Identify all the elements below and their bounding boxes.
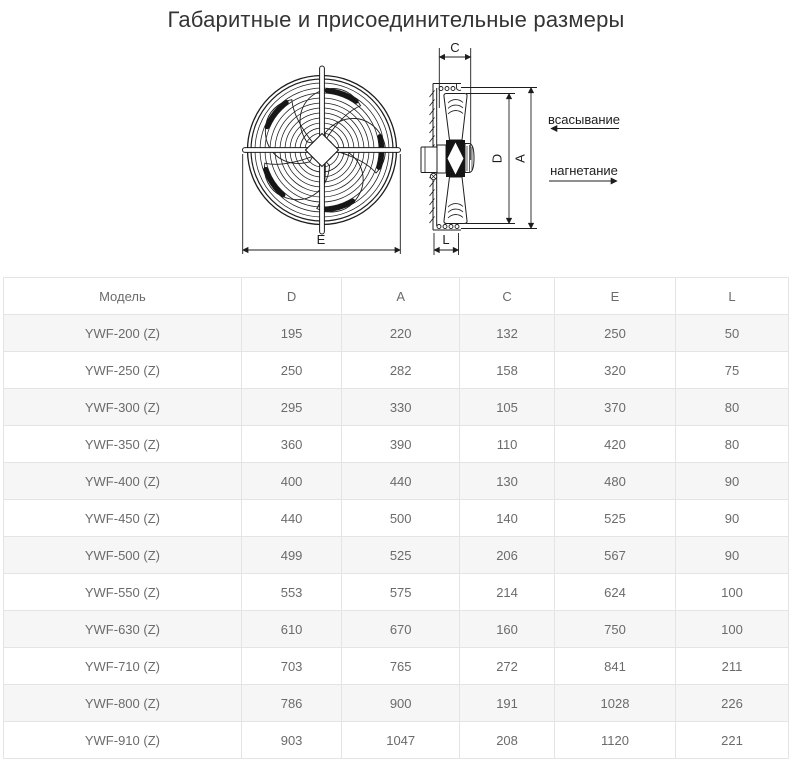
dim-label-l: L: [442, 232, 450, 247]
table-cell: 480: [555, 463, 676, 500]
table-cell: 575: [342, 574, 460, 611]
model-cell: YWF-200 (Z): [4, 315, 242, 352]
dimensions-table: [3, 277, 789, 759]
table-cell: 191: [460, 685, 555, 722]
table-cell: 750: [555, 611, 676, 648]
table-cell: 80: [675, 426, 788, 463]
table-cell: 220: [342, 315, 460, 352]
table-cell: 525: [555, 500, 676, 537]
table-row: [4, 648, 789, 685]
table-cell: 786: [241, 685, 341, 722]
table-cell: 206: [460, 537, 555, 574]
table-cell: 670: [342, 611, 460, 648]
suction-label: всасывание: [548, 112, 620, 127]
airflow-labels: [548, 112, 620, 181]
model-cell: YWF-550 (Z): [4, 574, 242, 611]
table-cell: 211: [675, 648, 788, 685]
table-row: [4, 426, 789, 463]
table-cell: 160: [460, 611, 555, 648]
table-cell: 500: [342, 500, 460, 537]
model-cell: YWF-300 (Z): [4, 389, 242, 426]
table-row: [4, 574, 789, 611]
table-cell: 90: [675, 537, 788, 574]
model-cell: YWF-250 (Z): [4, 352, 242, 389]
col-header-model: Модель: [4, 278, 242, 315]
table-cell: 370: [555, 389, 676, 426]
model-cell: YWF-710 (Z): [4, 648, 242, 685]
model-cell: YWF-800 (Z): [4, 685, 242, 722]
table-cell: 295: [241, 389, 341, 426]
table-row: [4, 315, 789, 352]
table-row: [4, 611, 789, 648]
model-cell: YWF-350 (Z): [4, 426, 242, 463]
discharge-label: нагнетание: [550, 163, 618, 178]
model-cell: YWF-500 (Z): [4, 537, 242, 574]
table-row: [4, 352, 789, 389]
table-cell: 140: [460, 500, 555, 537]
table-cell: 400: [241, 463, 341, 500]
hub-square: [306, 134, 339, 167]
table-cell: 903: [241, 722, 341, 759]
table-cell: 499: [241, 537, 341, 574]
table-cell: 1120: [555, 722, 676, 759]
table-cell: 226: [675, 685, 788, 722]
table-cell: 90: [675, 500, 788, 537]
table-cell: 330: [342, 389, 460, 426]
table-cell: 360: [241, 426, 341, 463]
table-row: [4, 463, 789, 500]
table-cell: 80: [675, 389, 788, 426]
table-cell: 567: [555, 537, 676, 574]
model-cell: YWF-450 (Z): [4, 500, 242, 537]
table-cell: 221: [675, 722, 788, 759]
table-cell: 130: [460, 463, 555, 500]
table-cell: 105: [460, 389, 555, 426]
table-header-row: [4, 278, 789, 315]
model-cell: YWF-400 (Z): [4, 463, 242, 500]
fan-front-view: [236, 66, 401, 235]
table-cell: 765: [342, 648, 460, 685]
col-header-a: A: [342, 278, 460, 315]
table-cell: 703: [241, 648, 341, 685]
table-cell: 90: [675, 463, 788, 500]
table-cell: 100: [675, 611, 788, 648]
table-row: [4, 500, 789, 537]
model-cell: YWF-910 (Z): [4, 722, 242, 759]
table-cell: 1028: [555, 685, 676, 722]
table-cell: 610: [241, 611, 341, 648]
table-cell: 900: [342, 685, 460, 722]
table-cell: 420: [555, 426, 676, 463]
model-cell: YWF-630 (Z): [4, 611, 242, 648]
table-cell: 624: [555, 574, 676, 611]
fan-drawing: [0, 40, 792, 275]
col-header-l: L: [675, 278, 788, 315]
table-cell: 272: [460, 648, 555, 685]
col-header-c: C: [460, 278, 555, 315]
table-cell: 132: [460, 315, 555, 352]
page-title: Габаритные и присоединительные размеры: [167, 7, 625, 32]
table-cell: 250: [555, 315, 676, 352]
table-cell: 110: [460, 426, 555, 463]
table-cell: 50: [675, 315, 788, 352]
table-cell: 525: [342, 537, 460, 574]
table-cell: 320: [555, 352, 676, 389]
fan-side-view: [421, 40, 537, 255]
col-header-d: D: [241, 278, 341, 315]
dimension-l: [434, 232, 459, 255]
table-cell: 440: [241, 500, 341, 537]
table-cell: 158: [460, 352, 555, 389]
table-cell: 841: [555, 648, 676, 685]
table-cell: 100: [675, 574, 788, 611]
dim-label-c: C: [450, 40, 460, 55]
table-cell: 553: [241, 574, 341, 611]
dimensions-diagram: [0, 40, 792, 275]
table-cell: 390: [342, 426, 460, 463]
col-header-e: E: [555, 278, 676, 315]
table-cell: 282: [342, 352, 460, 389]
dim-label-d: D: [489, 153, 505, 164]
table-cell: 214: [460, 574, 555, 611]
motor-block: [421, 147, 437, 173]
dim-label-e: E: [316, 232, 326, 247]
table-row: [4, 722, 789, 759]
table-row: [4, 685, 789, 722]
table-cell: 195: [241, 315, 341, 352]
table-cell: 440: [342, 463, 460, 500]
table-cell: 1047: [342, 722, 460, 759]
table-cell: 208: [460, 722, 555, 759]
impeller-profile: [421, 94, 474, 224]
table-cell: 250: [241, 352, 341, 389]
table-row: [4, 537, 789, 574]
table-row: [4, 389, 789, 426]
dim-label-a: A: [512, 154, 528, 163]
table-cell: 75: [675, 352, 788, 389]
